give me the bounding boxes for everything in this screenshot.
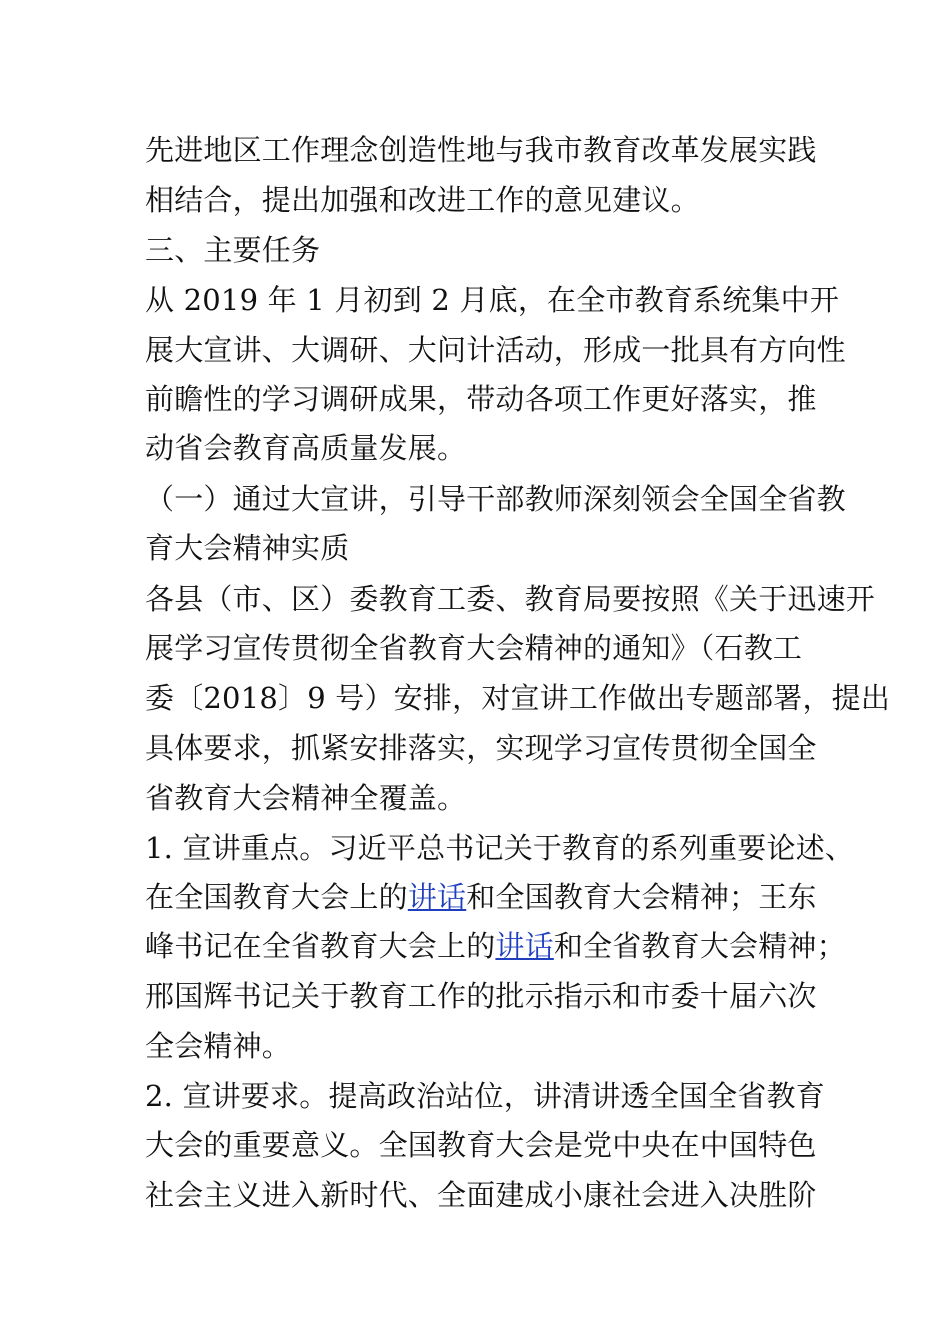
text-span: 2. 宣讲要求。提高政治站位，讲清讲透全国全省教育 (145, 1079, 825, 1113)
text-span: 具体要求，抓紧安排落实，实现学习宣传贯彻全国全 (145, 731, 817, 765)
text-span: 育大会精神实质 (145, 531, 350, 565)
text-line (145, 723, 817, 773)
speech-link[interactable]: 讲话 (407, 880, 467, 914)
text-span: 社会主义进入新时代、全面建成小康社会进入决胜阶 (145, 1178, 817, 1212)
text-line (145, 1170, 817, 1220)
text-span: 展学习宣传贯彻全省教育大会精神的通知》（石教工 (145, 631, 803, 665)
text-span: 和全国教育大会精神；王东 (466, 880, 817, 914)
text-span: 大会的重要意义。全国教育大会是党中央在中国特色 (145, 1128, 817, 1162)
text-span: 邢国辉书记关于教育工作的批示指示和市委十届六次 (145, 979, 817, 1013)
text-span: 各县（市、区）委教育工委、教育局要按照《关于迅速开 (145, 582, 876, 616)
text-span: 从 2019 年 1 月初到 2 月底，在全市教育系统集中开 (145, 283, 840, 317)
text-span: 和全省教育大会精神； (553, 929, 846, 963)
text-line (145, 175, 700, 225)
text-line (145, 872, 817, 922)
subsection-heading (145, 474, 846, 524)
list-item (145, 1071, 825, 1121)
text-line (145, 971, 817, 1021)
text-span: 省教育大会精神全覆盖。 (145, 781, 467, 815)
text-span: 相结合，提出加强和改进工作的意见建议。 (145, 183, 700, 217)
text-span: 动省会教育高质量发展。 (145, 431, 467, 465)
text-line (145, 423, 466, 473)
text-line (145, 673, 890, 723)
text-span: （一）通过大宣讲，引导干部教师深刻领会全国全省教 (145, 482, 846, 516)
text-line (145, 773, 466, 823)
text-line (145, 125, 817, 175)
subsection-heading (145, 523, 349, 573)
text-span: 全会精神。 (145, 1029, 292, 1063)
text-line (145, 374, 817, 424)
text-line (145, 325, 846, 375)
text-span: 前瞻性的学习调研成果，带动各项工作更好落实，推 (145, 382, 817, 416)
speech-link[interactable]: 讲话 (495, 929, 554, 963)
text-line (145, 574, 875, 624)
text-span: 1. 宣讲重点。习近平总书记关于教育的系列重要论述、 (145, 831, 855, 865)
text-line (145, 275, 839, 325)
text-span: 在全国教育大会上的 (145, 880, 408, 914)
text-line (145, 1120, 817, 1170)
text-span: 先进地区工作理念创造性地与我市教育改革发展实践 (145, 133, 817, 167)
text-span: 峰书记在全省教育大会上的 (145, 929, 496, 963)
text-line (145, 623, 802, 673)
text-line (145, 1021, 291, 1071)
section-heading (145, 225, 320, 275)
text-span: 展大宣讲、大调研、大问计活动，形成一批具有方向性 (145, 333, 846, 367)
text-span: 委〔2018〕9 号）安排，对宣讲工作做出专题部署，提出 (145, 681, 891, 715)
list-item (145, 823, 854, 873)
text-line (145, 921, 846, 971)
text-span: 三、主要任务 (145, 233, 321, 267)
